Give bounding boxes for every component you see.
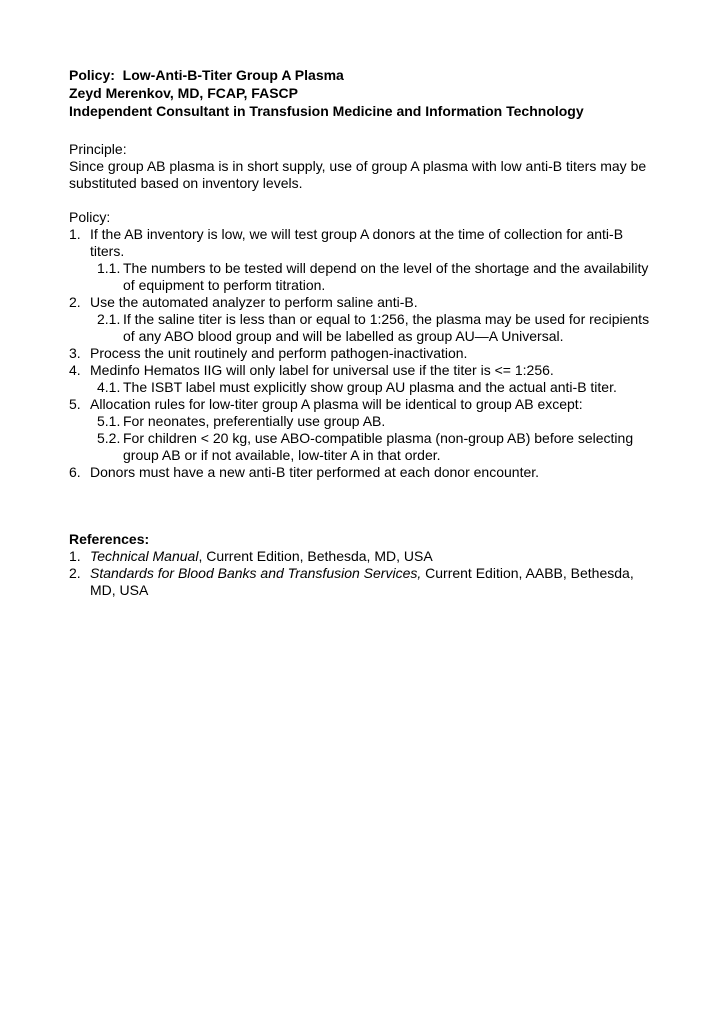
policy-item-text: Allocation rules for low-titer group A plasma will be identical to group AB except:	[90, 396, 583, 412]
policy-item-number: 5.	[69, 396, 81, 412]
policy-item	[69, 345, 661, 362]
policy-item	[97, 260, 661, 294]
reference-list	[69, 548, 661, 599]
policy-item-number: 3.	[69, 345, 81, 361]
policy-item-number: 5.1.	[97, 413, 121, 429]
policy-item	[97, 430, 661, 464]
policy-item-number: 4.	[69, 362, 81, 378]
policy-item-number: 6.	[69, 464, 81, 480]
policy-item	[69, 396, 661, 413]
policy-item-text: For neonates, preferentially use group AB.	[123, 413, 386, 429]
reference-item-number: 1.	[69, 548, 81, 564]
policy-item	[97, 311, 661, 345]
principle-heading: Principle:	[69, 141, 127, 157]
policy-item-number: 1.	[69, 226, 81, 242]
policy-item	[69, 226, 661, 260]
policy-item-text: Donors must have a new anti-B titer performed at each donor encounter.	[90, 464, 540, 480]
document-header	[69, 66, 661, 120]
policy-item-number: 1.1.	[97, 260, 121, 276]
document-content	[69, 66, 661, 599]
principle-section	[69, 141, 661, 192]
policy-item	[97, 379, 661, 396]
document-title: Policy: Low-Anti-B-Titer Group A Plasma	[69, 67, 344, 83]
policy-item	[69, 294, 661, 311]
references-heading: References:	[69, 531, 150, 547]
reference-item-text: Technical Manual, Current Edition, Bethesda, MD, USA	[90, 548, 433, 564]
document-author: Zeyd Merenkov, MD, FCAP, FASCP	[69, 85, 298, 101]
policy-item-text: Process the unit routinely and perform pathogen-inactivation.	[90, 345, 468, 361]
policy-section	[69, 209, 661, 481]
reference-item-title: Technical Manual	[90, 548, 199, 564]
policy-item-number: 2.	[69, 294, 81, 310]
reference-item-text: Standards for Blood Banks and Transfusion Services, Current Edition, AABB, Bethesda, MD, USA	[90, 565, 634, 598]
policy-item-text: Use the automated analyzer to perform saline anti-B.	[90, 294, 418, 310]
policy-item-text: Medinfo Hematos IIG will only label for universal use if the titer is <= 1:256.	[90, 362, 554, 378]
policy-heading: Policy:	[69, 209, 111, 225]
policy-item-number: 2.1.	[97, 311, 121, 327]
references-section	[69, 531, 661, 599]
policy-item-number: 4.1.	[97, 379, 121, 395]
reference-item	[69, 548, 661, 565]
policy-item-text: The numbers to be tested will depend on the level of the shortage and the availability of equipment to perform titration.	[123, 260, 649, 293]
policy-item	[69, 464, 661, 481]
policy-item-text: If the AB inventory is low, we will test group A donors at the time of collection for anti-B titers.	[90, 226, 624, 259]
policy-list	[69, 226, 661, 481]
policy-item-text: For children < 20 kg, use ABO-compatible plasma (non-group AB) before selecting group AB or if not available, low-titer A in that order.	[123, 430, 634, 463]
principle-body: Since group AB plasma is in short supply, use of group A plasma with low anti-B titers may be substituted based on inventory levels.	[69, 158, 647, 191]
policy-item	[69, 362, 661, 379]
reference-item	[69, 565, 661, 599]
policy-item-text: The ISBT label must explicitly show group AU plasma and the actual anti-B titer.	[123, 379, 617, 395]
policy-item	[97, 413, 661, 430]
reference-item-number: 2.	[69, 565, 81, 581]
policy-item-number: 5.2.	[97, 430, 121, 446]
reference-item-title: Standards for Blood Banks and Transfusion Services,	[90, 565, 422, 581]
document-affiliation: Independent Consultant in Transfusion Medicine and Information Technology	[69, 103, 584, 119]
policy-item-text: If the saline titer is less than or equal to 1:256, the plasma may be used for recipients of any ABO blood group and will be labelled as group AU—A Universal.	[123, 311, 650, 344]
